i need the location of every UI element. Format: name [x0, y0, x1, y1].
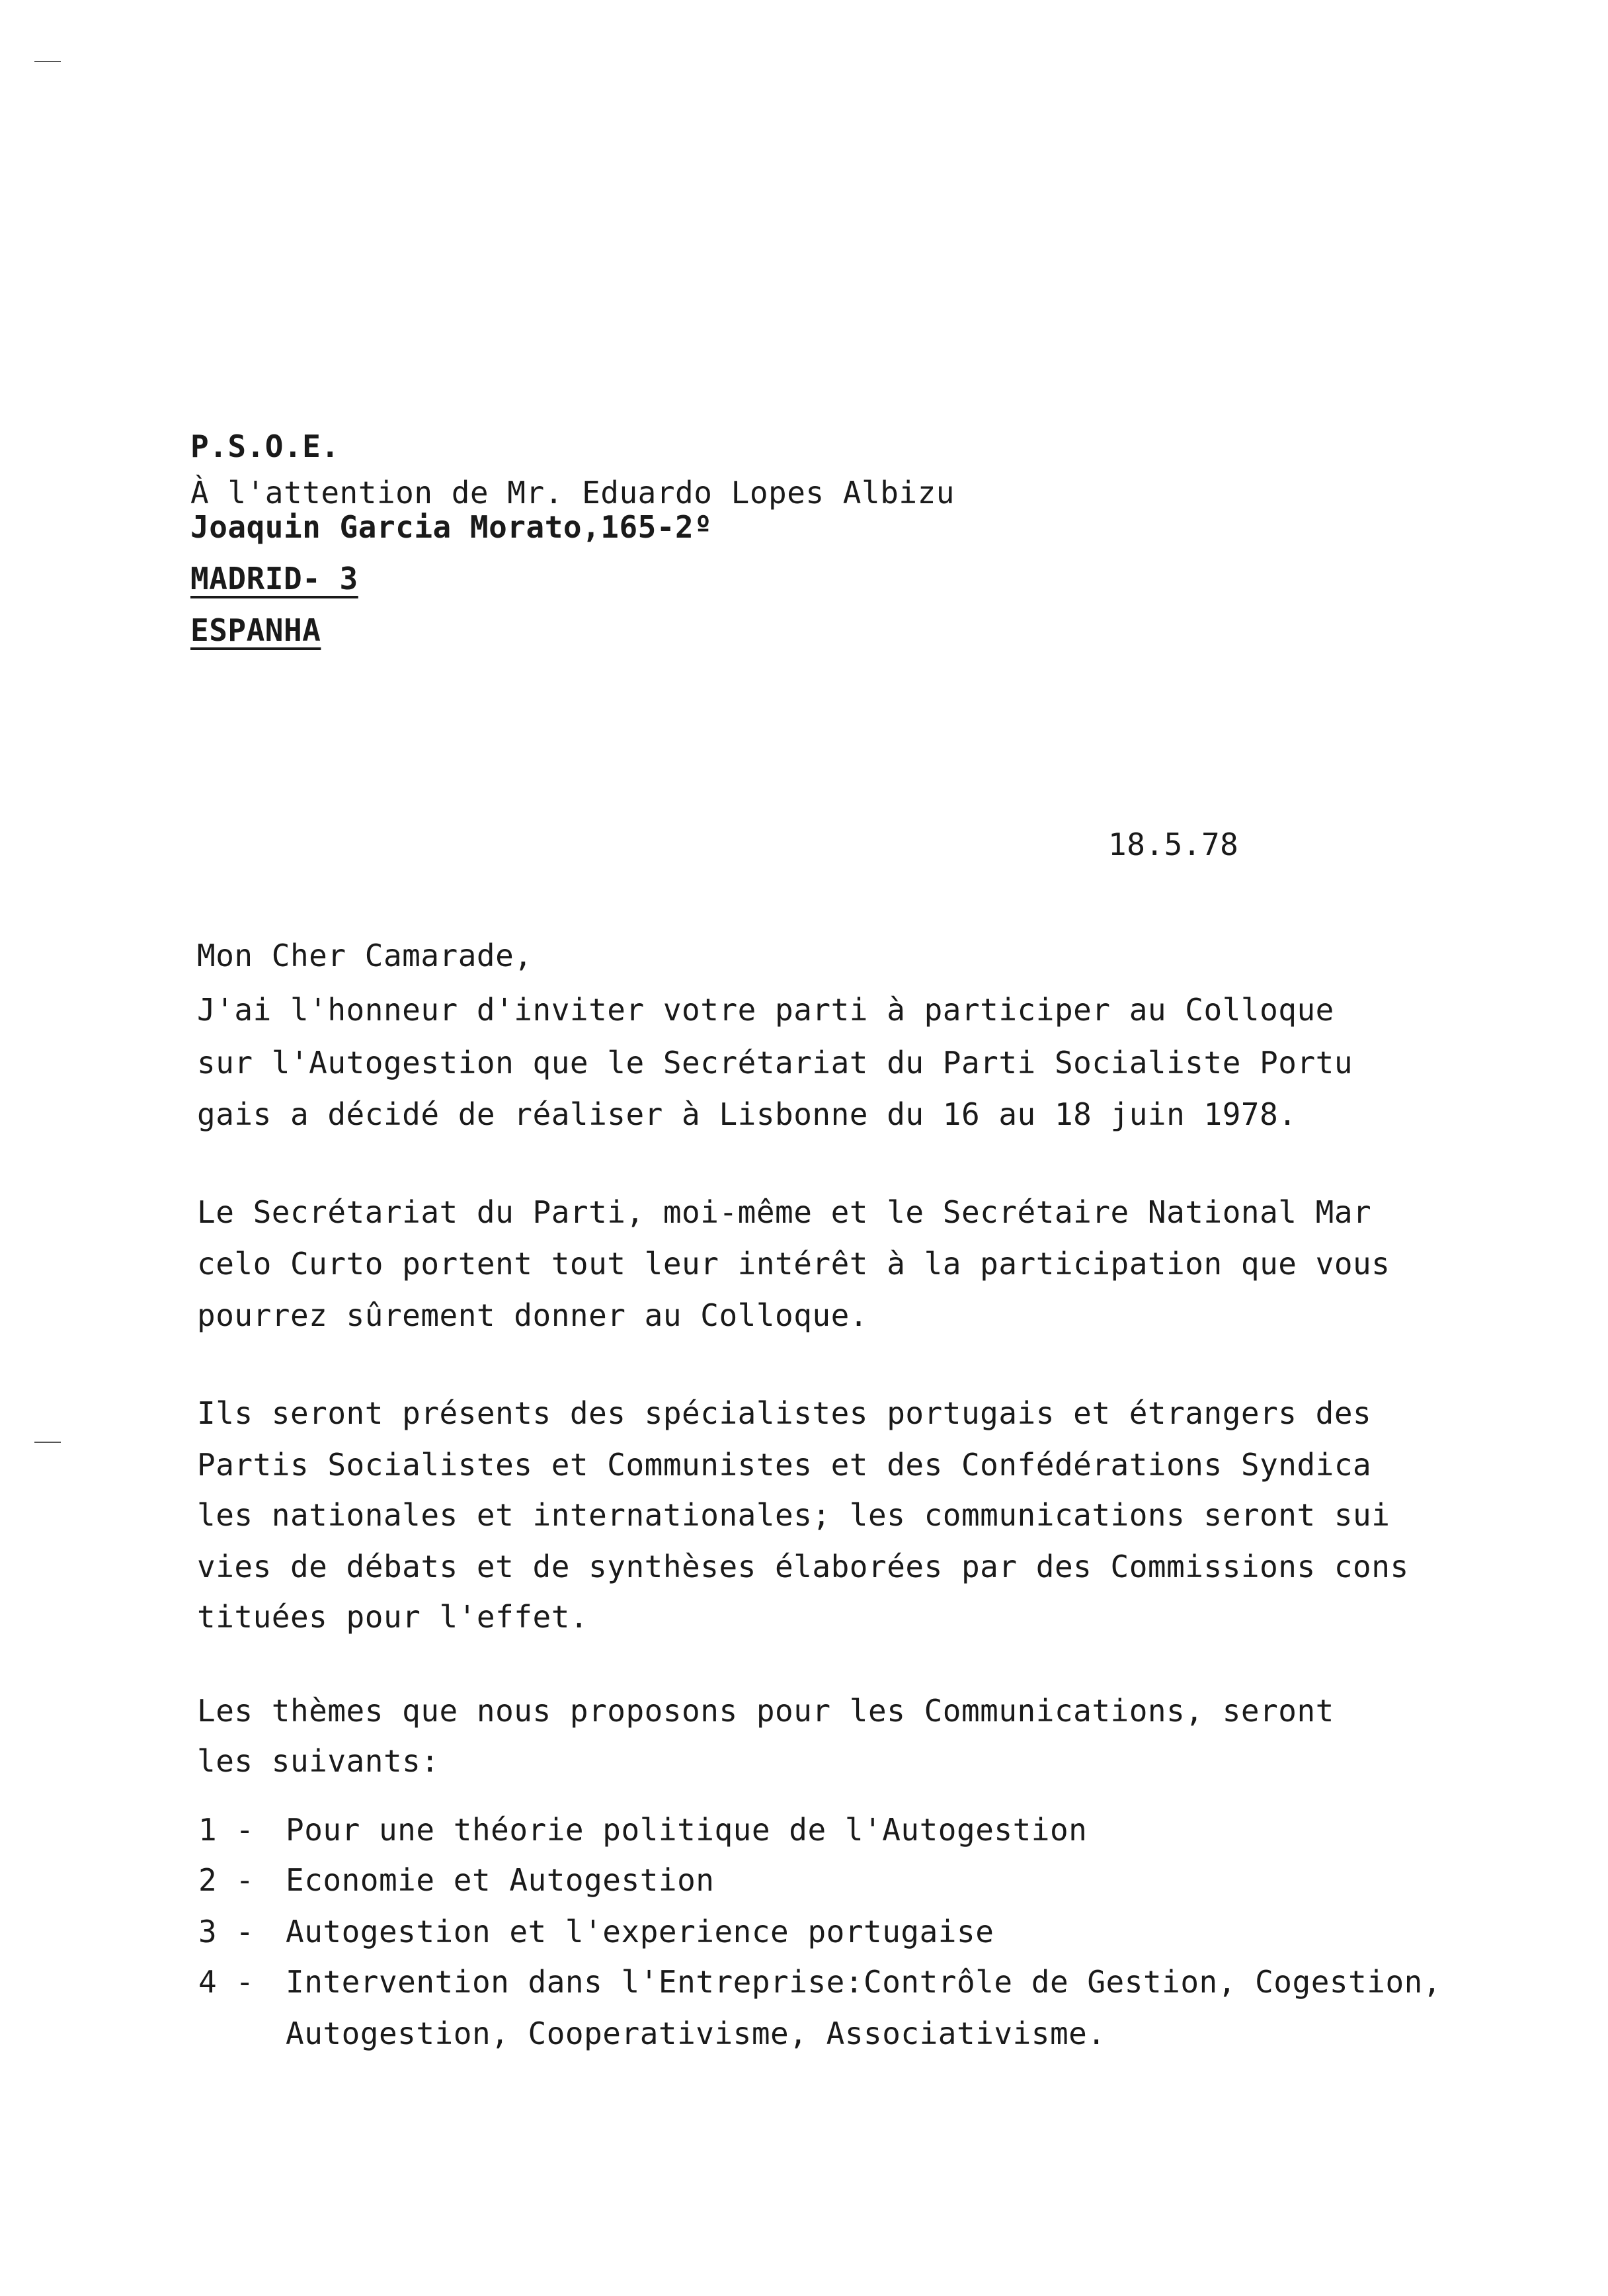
paragraph-1-line-1: J'ai l'honneur d'inviter votre parti à participer au Colloque: [197, 992, 1334, 1028]
theme-1-text: Pour une théorie politique de l'Autogestion: [286, 1812, 1088, 1848]
paragraph-3-line-1: Ils seront présents des spécialistes portugais et étrangers des: [197, 1395, 1372, 1431]
paragraph-2-line-2: celo Curto portent tout leur intérêt à la participation que vous: [197, 1246, 1390, 1282]
margin-mark-middle: [34, 1442, 61, 1443]
address-city: MADRID- 3: [190, 561, 358, 596]
theme-2-text: Economie et Autogestion: [286, 1862, 715, 1898]
theme-3-text: Autogestion et l'experience portugaise: [286, 1914, 994, 1949]
paragraph-2-line-1: Le Secrétariat du Parti, moi-même et le Secrétaire National Mar: [197, 1194, 1372, 1230]
theme-4-continuation: Autogestion, Cooperativisme, Associativisme.: [286, 2016, 1106, 2051]
address-country: ESPANHA: [190, 612, 321, 648]
letter-date: 18.5.78: [1108, 827, 1239, 862]
theme-2-number: 2 -: [198, 1862, 255, 1898]
salutation: Mon Cher Camarade,: [197, 938, 533, 973]
paragraph-3-line-4: vies de débats et de synthèses élaborées par des Commissions cons: [197, 1549, 1409, 1584]
paragraph-4-line-1: Les thèmes que nous proposons pour les Communications, seront: [197, 1693, 1334, 1729]
paragraph-1-line-2: sur l'Autogestion que le Secrétariat du Parti Socialiste Portu: [197, 1045, 1353, 1081]
theme-4-number: 4 -: [198, 1964, 255, 2000]
address-street: Joaquin Garcia Morato,165-2º: [190, 509, 713, 545]
paragraph-1-line-3: gais a décidé de réaliser à Lisbonne du 16 au 18 juin 1978.: [197, 1096, 1297, 1132]
paragraph-3-line-2: Partis Socialistes et Communistes et des Confédérations Syndica: [197, 1447, 1372, 1483]
margin-mark-top: [34, 61, 61, 62]
theme-3-number: 3 -: [198, 1914, 255, 1949]
address-attention: À l'attention de Mr. Eduardo Lopes Albizu: [190, 475, 955, 511]
theme-4-text: Intervention dans l'Entreprise:Contrôle de Gestion, Cogestion,: [286, 1964, 1442, 2000]
paragraph-2-line-3: pourrez sûrement donner au Colloque.: [197, 1297, 868, 1333]
paragraph-3-line-3: les nationales et internationales; les communications seront sui: [197, 1497, 1390, 1533]
address-organization: P.S.O.E.: [190, 429, 340, 464]
theme-1-number: 1 -: [198, 1812, 255, 1848]
paragraph-4-line-2: les suivants:: [197, 1743, 440, 1779]
paragraph-3-line-5: tituées pour l'effet.: [197, 1599, 589, 1635]
